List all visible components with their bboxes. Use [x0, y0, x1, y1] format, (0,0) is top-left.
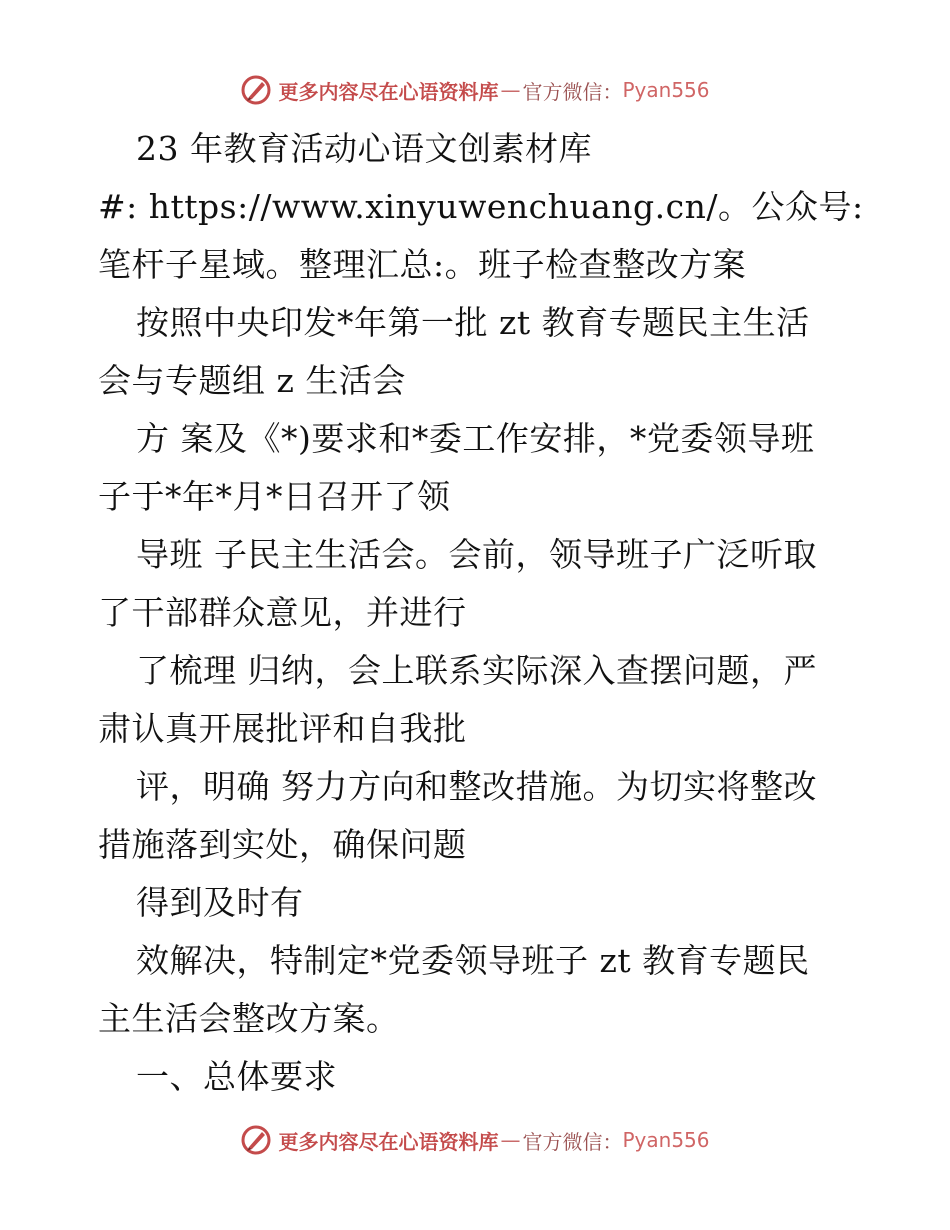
watermark-dash: — [500, 1128, 521, 1152]
doc-line: 笔杆子星域。整理汇总:。班子检查整改方案 [98, 245, 747, 284]
watermark-id: Pyan556 [622, 78, 710, 102]
pen-logo-icon [240, 74, 272, 106]
doc-line: 措施落到实处，确保问题 [98, 825, 467, 864]
header-watermark [0, 70, 950, 110]
watermark-id: Pyan556 [622, 1128, 710, 1152]
doc-line: 主生活会整改方案。 [98, 999, 400, 1038]
doc-line: #: https://www.xinyuwenchuang.cn/。公众号: [98, 187, 864, 226]
doc-line: 效解决，特制定*党委领导班子 zt 教育专题民 [136, 941, 810, 980]
doc-line: 肃认真开展批评和自我批 [98, 709, 467, 748]
doc-line: 了梳理 归纳，会上联系实际深入查摆问题，严 [136, 651, 817, 690]
watermark-brand: 更多内容尽在心语资料库 [278, 79, 499, 104]
doc-line: 会与专题组 z 生活会 [98, 361, 406, 400]
footer-watermark [0, 1120, 950, 1160]
watermark-label: 官方微信： [522, 79, 623, 104]
doc-line: 评，明确 努力方向和整改措施。为切实将整改 [136, 767, 817, 806]
doc-line: 子于*年*月*日召开了领 [98, 477, 451, 516]
doc-line: 导班 子民主生活会。会前，领导班子广泛听取 [136, 535, 817, 574]
doc-line: 了干部群众意见，并进行 [98, 593, 467, 632]
document-body [98, 120, 864, 1106]
section-heading: 一、总体要求 [136, 1057, 337, 1096]
doc-line: 得到及时有 [136, 883, 304, 922]
doc-title: 23 年教育活动心语文创素材库 [136, 129, 592, 168]
watermark-brand: 更多内容尽在心语资料库 [278, 1129, 499, 1154]
doc-line: 方 案及《*)要求和*委工作安排，*党委领导班 [136, 419, 815, 458]
watermark-label: 官方微信： [522, 1129, 623, 1154]
pen-logo-icon [240, 1124, 272, 1156]
doc-line: 按照中央印发*年第一批 zt 教育专题民主生活 [136, 303, 810, 342]
watermark-dash: — [500, 78, 521, 102]
